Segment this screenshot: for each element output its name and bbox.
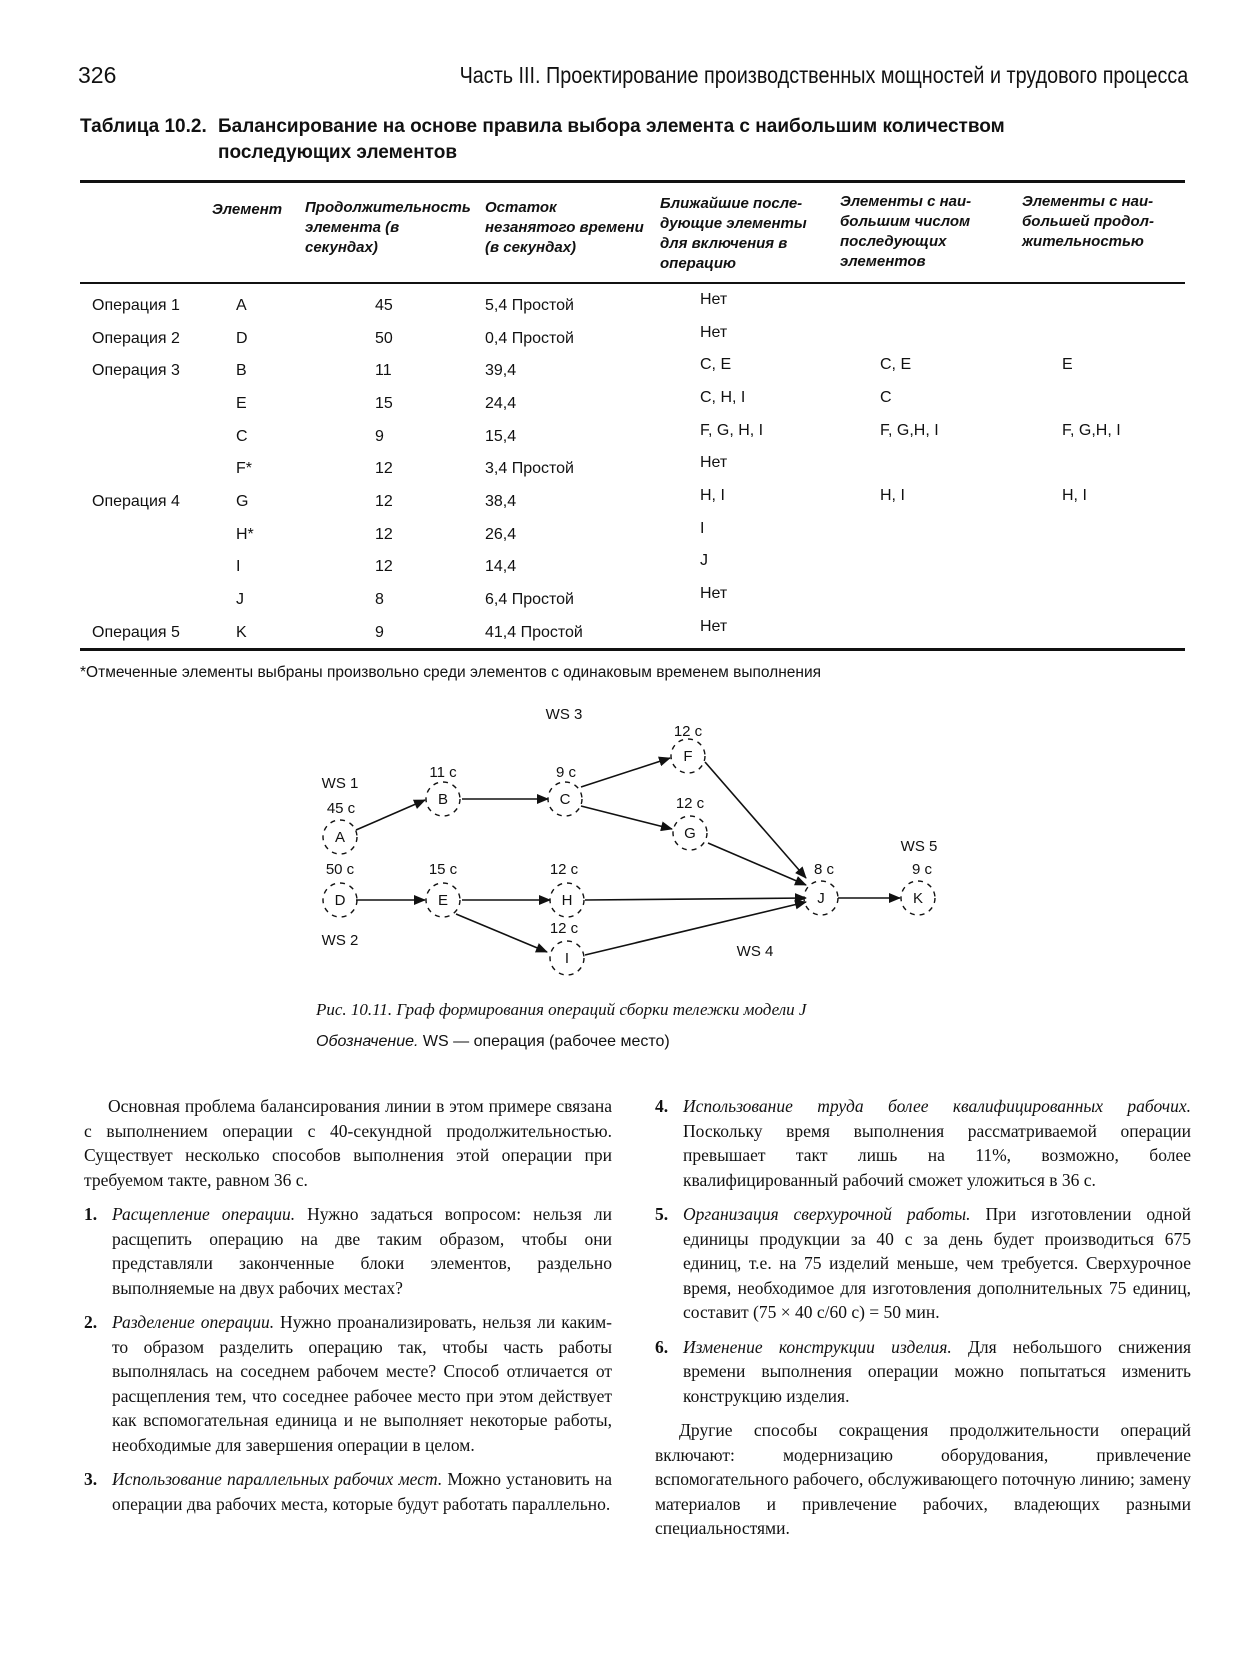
cell-next: J xyxy=(700,552,708,569)
cell-element: B xyxy=(236,362,247,379)
node-g-circle xyxy=(673,816,707,850)
edge-h-j xyxy=(585,898,806,900)
list-item xyxy=(84,1467,612,1516)
edge-g-j xyxy=(708,843,806,885)
outro-paragraph: Другие способы сокращения продолжительности операций включают: модернизацию оборудования, привлечение вспомогательного рабочего, обслуживающего поточную линию; замену материалов и привлечение рабочих, владеющих разными специальностями. xyxy=(655,1420,1191,1538)
cell-operation: Операция 1 xyxy=(92,297,180,314)
item-number: 6. xyxy=(655,1336,669,1357)
node-h-label: H xyxy=(561,892,573,909)
cell-remaining: 41,4 Простой xyxy=(485,624,583,641)
node-g-label: G xyxy=(684,825,696,842)
cell-duration: 9 xyxy=(375,624,384,641)
cell-most-followers: C, E xyxy=(880,356,912,373)
item-text: При изготовлении одной единицы продукции за 40 с за день будет производиться 675 единиц, т.е. на 75 изделий меньше, чем требуется. Сверхурочное время, необходимое для изготовления дополнительных 75 единиц, составит (75 × 40 с/60 с) = 50 мин. xyxy=(683,1204,1192,1322)
cell-element: H* xyxy=(236,526,254,543)
cell-element: I xyxy=(236,558,241,575)
cell-duration: 12 xyxy=(375,526,393,543)
cell-remaining: 0,4 Простой xyxy=(485,330,574,347)
th-remaining: Остаток незанятого времени (в секундах) xyxy=(485,199,644,256)
cell-operation: Операция 4 xyxy=(92,493,180,510)
cell-longest: E xyxy=(1062,356,1073,373)
list-item xyxy=(84,1310,612,1457)
item-title: Изменение конструкции изделия. xyxy=(683,1336,952,1357)
cell-operation: Операция 2 xyxy=(92,330,180,347)
node-d-circle xyxy=(323,883,357,917)
cell-element: E xyxy=(236,395,247,412)
cell-element: J xyxy=(236,591,244,608)
cell-next: Нет xyxy=(700,618,728,635)
item-title: Использование труда более квалифицированных рабочих. xyxy=(683,1096,1191,1116)
cell-next: Нет xyxy=(700,585,728,602)
figure-note-label: Обозначение. xyxy=(316,1033,419,1050)
th-element: Элемент xyxy=(212,201,283,218)
item-text: Для небольшого снижения времени выполнения операции можно попытаться изменить конструкцию изделия. xyxy=(683,1336,1191,1406)
item-number: 5. xyxy=(655,1204,669,1224)
cell-next: Нет xyxy=(700,291,728,308)
edge-c-f xyxy=(581,758,670,787)
item-title: Разделение операции. xyxy=(112,1312,275,1332)
node-b-time: 11 c xyxy=(429,764,457,781)
page-header xyxy=(78,62,1188,98)
page-number: 326 xyxy=(78,62,117,88)
node-b-label: B xyxy=(437,791,449,808)
item-text: Нужно проанализировать, нельзя ли каким-то образом разделить операцию так, чтобы часть работы выполнялась на соседнем рабочем месте? Способ отличается от расщепления тем, что соседнее рабочее место при этом действует как вспомогательная единица и не выполняет некоторые работы, необходимые для завершения операции в целом. xyxy=(112,1312,612,1455)
node-j-label: J xyxy=(817,890,825,907)
cell-element: F* xyxy=(236,460,252,477)
cell-remaining: 3,4 Простой xyxy=(485,460,574,477)
table-top-rule xyxy=(80,180,1185,183)
item-number: 3. xyxy=(84,1469,98,1489)
cell-operation: Операция 3 xyxy=(92,362,180,379)
list-item xyxy=(84,1202,612,1300)
cell-next: F, G, H, I xyxy=(700,422,764,439)
cell-remaining: 26,4 xyxy=(485,526,517,543)
item-title: Использование параллельных рабочих мест. xyxy=(112,1469,443,1489)
item-number: 2. xyxy=(84,1312,98,1332)
item-title: Организация сверхурочной работы. xyxy=(683,1204,971,1224)
node-a-label: A xyxy=(334,829,346,846)
node-k-circle xyxy=(901,881,935,915)
cell-remaining: 38,4 xyxy=(485,493,517,510)
node-a-circle xyxy=(323,820,357,854)
cell-duration: 8 xyxy=(375,591,384,608)
cell-element: K xyxy=(236,624,247,641)
cell-duration: 11 xyxy=(375,362,392,379)
cell-duration: 9 xyxy=(375,428,384,445)
node-h-time: 12 c xyxy=(549,861,579,878)
table-header-rule xyxy=(80,282,1185,284)
node-b-circle xyxy=(426,782,460,816)
node-i-label: I xyxy=(564,950,570,967)
list-item xyxy=(655,1202,1191,1325)
node-j-time: 8 c xyxy=(813,861,835,878)
cell-duration: 12 xyxy=(375,493,393,510)
item-number: 4. xyxy=(655,1096,669,1116)
table-footnote: *Отмеченные элементы выбраны произвольно среди элементов с одинаковым временем выполнения xyxy=(80,664,822,681)
item-text: Нужно задаться вопросом: нельзя ли расщепить операцию на две таким образом, чтобы они представляли законченные блоки элементов, раздельно выполняемые на двух рабочих местах? xyxy=(112,1204,612,1298)
cell-duration: 12 xyxy=(375,460,393,477)
cell-element: C xyxy=(236,428,248,445)
node-j-circle xyxy=(804,881,838,915)
cell-remaining: 14,4 xyxy=(485,558,517,575)
edge-e-i xyxy=(456,914,547,952)
cell-next: C, H, I xyxy=(700,389,746,406)
node-g-time: 12 c xyxy=(675,795,705,812)
node-c-label: C xyxy=(559,791,571,808)
edge-i-j xyxy=(585,902,806,955)
cell-next: Нет xyxy=(700,454,728,471)
node-e-circle xyxy=(426,883,460,917)
figure-note xyxy=(316,1033,670,1051)
cell-longest: H, I xyxy=(1062,487,1087,504)
cell-duration: 50 xyxy=(375,330,393,347)
node-d-time: 50 c xyxy=(325,861,355,878)
table-bottom-rule xyxy=(80,648,1185,651)
node-h-circle xyxy=(550,883,584,917)
node-i-circle xyxy=(550,941,584,975)
intro-paragraph: Основная проблема балансирования линии в этом примере связана с выполнением операции с 40-секундной продолжительностью. Существует несколько способов выполнения этой операции при требуемом такте, равном 36 с. xyxy=(84,1096,612,1190)
item-text: Можно установить на операции два рабочих места, которые будут работать параллельно. xyxy=(112,1469,612,1514)
list-item xyxy=(655,1094,1191,1192)
cell-next: C, E xyxy=(700,356,732,373)
ws3-label: WS 3 xyxy=(545,706,583,723)
cell-longest: F, G,H, I xyxy=(1062,422,1121,439)
table-caption: Балансирование на основе правила выбора элемента с наибольшим количеством последующих элементов xyxy=(218,116,1005,163)
cell-operation: Операция 5 xyxy=(92,624,180,641)
cell-duration: 45 xyxy=(375,297,393,314)
left-column xyxy=(84,1094,612,1526)
node-f-time: 12 c xyxy=(673,723,703,740)
ws5-label: WS 5 xyxy=(900,838,938,855)
node-c-time: 9 c xyxy=(555,764,577,781)
th-duration: Продолжительность элемента (в секундах) xyxy=(305,199,471,256)
ws4-label: WS 4 xyxy=(736,943,774,960)
cell-remaining: 5,4 Простой xyxy=(485,297,574,314)
figure-note-text: WS — операция (рабочее место) xyxy=(418,1033,670,1050)
figure-caption: Рис. 10.11. Граф формирования операций сборки тележки модели J xyxy=(316,1000,807,1019)
item-title: Расщепление операции. xyxy=(112,1204,296,1224)
cell-next: I xyxy=(700,520,705,537)
table-label: Таблица 10.2. xyxy=(80,116,207,137)
node-d-label: D xyxy=(334,892,346,909)
node-k-time: 9 c xyxy=(911,861,933,878)
node-k-label: K xyxy=(912,890,924,907)
ws2-label: WS 2 xyxy=(321,932,359,949)
th-longest: Элементы с наи-большей продол-жительностью xyxy=(1022,193,1154,250)
node-e-time: 15 c xyxy=(428,861,458,878)
cell-next: Нет xyxy=(700,324,728,341)
ws1-label: WS 1 xyxy=(321,775,359,792)
node-c-circle xyxy=(548,782,582,816)
cell-element: A xyxy=(236,297,247,314)
th-most-followers: Элементы с наи-большим числом последующих элементов xyxy=(840,193,972,270)
cell-duration: 12 xyxy=(375,558,393,575)
cell-most-followers: C xyxy=(880,389,892,406)
cell-next: H, I xyxy=(700,487,725,504)
edge-f-j xyxy=(705,762,806,878)
cell-most-followers: H, I xyxy=(880,487,905,504)
cell-element: D xyxy=(236,330,248,347)
node-e-label: E xyxy=(437,892,449,909)
node-f-label: F xyxy=(683,748,693,765)
cell-remaining: 6,4 Простой xyxy=(485,591,574,608)
cell-remaining: 15,4 xyxy=(485,428,517,445)
cell-most-followers: F, G,H, I xyxy=(880,422,939,439)
running-head: Часть III. Проектирование производственных мощностей и трудового процесса xyxy=(459,62,1188,88)
edge-c-g xyxy=(581,806,672,829)
item-text: Поскольку время выполнения рассматриваемой операции превышает такт лишь на 11%, возможно, более квалифицированный рабочий сможет уложиться в 36 с. xyxy=(683,1120,1191,1190)
item-number: 1. xyxy=(84,1204,98,1224)
edge-a-b xyxy=(356,800,425,830)
node-f-circle xyxy=(671,739,705,773)
cell-duration: 15 xyxy=(375,395,393,412)
cell-remaining: 39,4 xyxy=(485,362,517,379)
right-column xyxy=(655,1094,1191,1551)
node-a-time: 45 c xyxy=(326,800,356,817)
cell-remaining: 24,4 xyxy=(485,395,517,412)
th-next: Ближайшие после-дующие элементы для включения в операцию xyxy=(660,195,807,272)
node-i-time: 12 c xyxy=(549,920,579,937)
cell-element: G xyxy=(236,493,249,510)
list-item xyxy=(655,1335,1191,1409)
